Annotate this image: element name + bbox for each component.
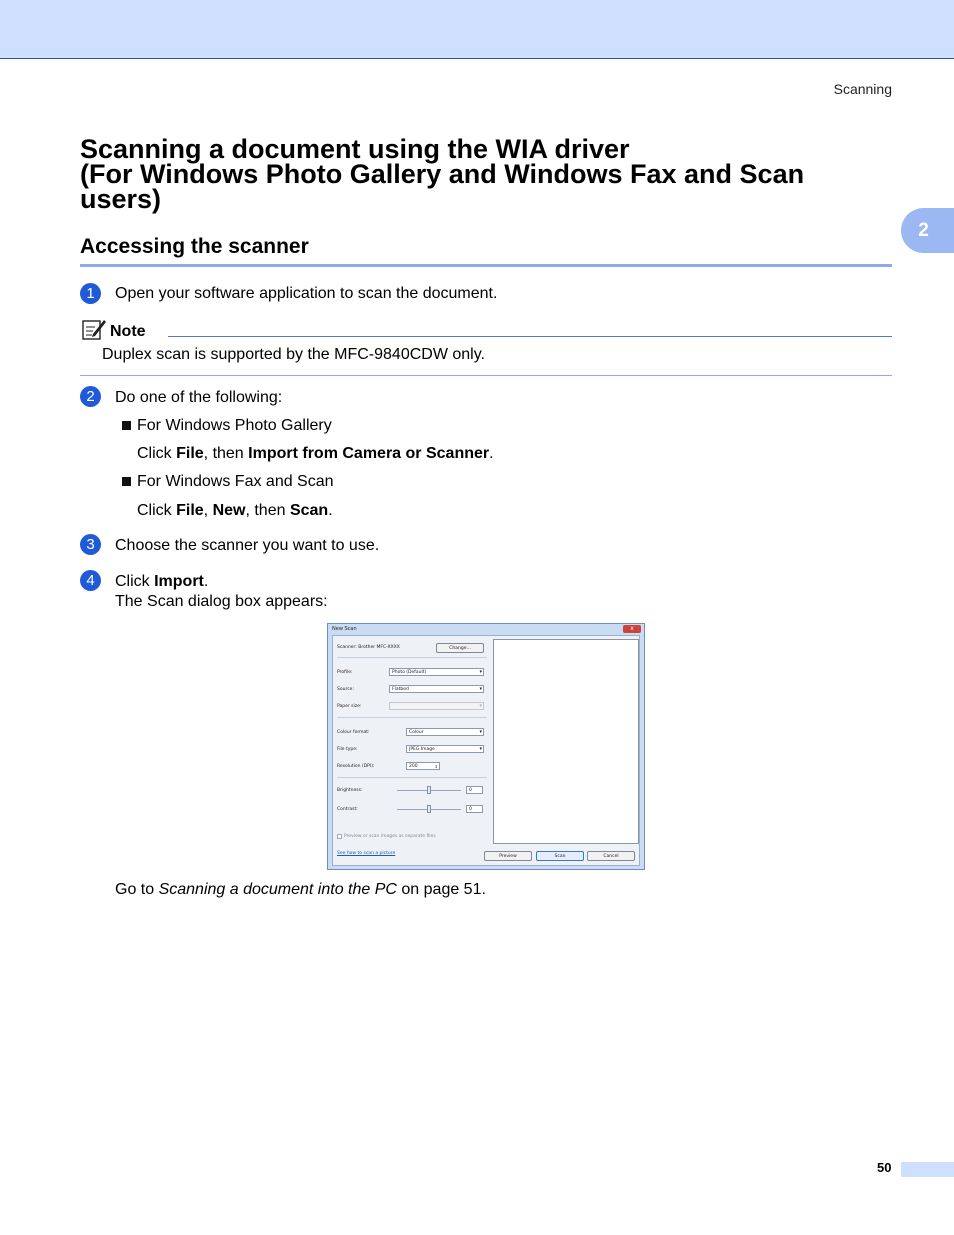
menu-import-from-camera: Import from Camera or Scanner bbox=[248, 445, 490, 462]
note-divider bbox=[168, 336, 892, 337]
file-type-label: File type: bbox=[337, 747, 358, 752]
instr-then: , then bbox=[245, 502, 290, 519]
bullet-square-icon bbox=[122, 421, 131, 430]
menu-scan: Scan bbox=[289, 502, 329, 519]
dropdown-arrow-icon: ▾ bbox=[479, 703, 482, 709]
menu-file: File bbox=[176, 502, 204, 519]
paper-size-select[interactable] bbox=[389, 702, 484, 710]
dialog-title: New Scan bbox=[332, 626, 357, 632]
instr-end: . bbox=[489, 445, 494, 462]
contrast-label: Contrast: bbox=[337, 807, 358, 812]
colour-format-label: Colour format: bbox=[337, 730, 370, 735]
bullet-fax-and-scan: For Windows Fax and Scan bbox=[137, 473, 334, 490]
dropdown-arrow-icon: ▾ bbox=[479, 669, 482, 675]
footer-bar bbox=[901, 1162, 954, 1177]
step-3-text: Choose the scanner you want to use. bbox=[115, 537, 380, 554]
profile-value: Photo (Default) bbox=[392, 670, 427, 675]
instr-click: Click bbox=[137, 502, 177, 519]
page-title bbox=[80, 134, 860, 214]
step-1-text: Open your software application to scan the document. bbox=[115, 285, 498, 302]
note-pencil-icon bbox=[81, 317, 107, 341]
dropdown-arrow-icon: ▾ bbox=[479, 746, 482, 752]
brightness-value: 0 bbox=[469, 788, 472, 793]
menu-file: File bbox=[176, 445, 204, 462]
goto-pre: Go to bbox=[115, 881, 159, 898]
brightness-slider-thumb[interactable] bbox=[427, 786, 431, 794]
instr-comma: , bbox=[203, 502, 213, 519]
step-2-number: 2 bbox=[80, 386, 101, 407]
bullet-photo-gallery: For Windows Photo Gallery bbox=[137, 417, 332, 434]
colour-format-select[interactable] bbox=[406, 728, 484, 736]
preview-pane bbox=[493, 639, 639, 844]
dialog-separator bbox=[337, 717, 487, 718]
source-label: Source: bbox=[337, 687, 354, 692]
close-icon[interactable]: x bbox=[623, 625, 641, 633]
source-value: Flatbed bbox=[392, 687, 409, 692]
goto-link[interactable]: Scanning a document into the PC bbox=[158, 881, 397, 898]
preview-button[interactable]: Preview bbox=[484, 851, 532, 861]
step-4-number: 4 bbox=[80, 570, 101, 591]
title-line-2: (For Windows Photo Gallery and Windows Fax and Scan bbox=[80, 159, 805, 189]
profile-select[interactable] bbox=[389, 668, 484, 676]
menu-new: New bbox=[212, 502, 246, 519]
goto-post: on page 51. bbox=[396, 881, 486, 898]
profile-label: Profile: bbox=[337, 670, 353, 675]
contrast-value: 0 bbox=[469, 807, 472, 812]
scan-dialog-screenshot bbox=[327, 623, 645, 870]
dropdown-arrow-icon: ▾ bbox=[479, 729, 482, 735]
goto-text bbox=[115, 881, 486, 899]
chapter-tab: 2 bbox=[901, 208, 954, 253]
photo-gallery-instruction bbox=[137, 445, 494, 463]
instr-click: Click bbox=[115, 573, 155, 590]
step-4-text-2: The Scan dialog box appears: bbox=[115, 593, 328, 610]
step-2-text: Do one of the following: bbox=[115, 389, 283, 406]
separate-files-checkbox[interactable] bbox=[337, 834, 342, 839]
step-4-text bbox=[115, 573, 208, 591]
header-band bbox=[0, 0, 954, 59]
note-title: Note bbox=[110, 323, 146, 340]
paper-size-label: Paper size: bbox=[337, 704, 362, 709]
resolution-label: Resolution (DPI): bbox=[337, 764, 375, 769]
button-import-ref: Import bbox=[154, 573, 204, 590]
scan-button[interactable]: Scan bbox=[536, 851, 584, 861]
scanner-label: Scanner: Brother MFC-XXXX bbox=[337, 645, 400, 650]
title-line-1: Scanning a document using the WIA driver bbox=[80, 134, 630, 164]
brightness-field[interactable] bbox=[466, 786, 483, 794]
instr-then: , then bbox=[203, 445, 249, 462]
source-select[interactable] bbox=[389, 685, 484, 693]
contrast-field[interactable] bbox=[466, 805, 483, 813]
separate-files-label: Preview or scan images as separate files bbox=[344, 834, 436, 839]
cancel-button[interactable]: Cancel bbox=[587, 851, 635, 861]
step-3-number: 3 bbox=[80, 534, 101, 555]
file-type-select[interactable] bbox=[406, 745, 484, 753]
change-button[interactable]: Change... bbox=[436, 643, 484, 653]
title-line-3: users) bbox=[80, 184, 162, 214]
spinner-arrows-icon[interactable]: ⇕ bbox=[434, 764, 438, 769]
colour-format-value: Colour bbox=[409, 730, 424, 735]
bullet-square-icon bbox=[122, 477, 131, 486]
instr-click: Click bbox=[137, 445, 177, 462]
page-number: 50 bbox=[877, 1160, 892, 1175]
dialog-body bbox=[332, 635, 640, 866]
resolution-spinner[interactable] bbox=[406, 762, 440, 770]
heading-rule bbox=[80, 264, 892, 267]
brightness-label: Brightness: bbox=[337, 788, 363, 793]
fax-scan-instruction bbox=[137, 502, 333, 520]
section-label: Scanning bbox=[833, 81, 892, 97]
section-heading: Accessing the scanner bbox=[80, 235, 309, 258]
step-1-number: 1 bbox=[80, 283, 101, 304]
instr-end: . bbox=[328, 502, 333, 519]
instr-end: . bbox=[203, 573, 209, 590]
contrast-slider-thumb[interactable] bbox=[427, 805, 431, 813]
dropdown-arrow-icon: ▾ bbox=[479, 686, 482, 692]
help-link[interactable]: See how to scan a picture bbox=[337, 851, 396, 856]
note-bottom-rule bbox=[80, 375, 892, 376]
note-text: Duplex scan is supported by the MFC-9840CDW only. bbox=[102, 346, 485, 363]
dialog-separator bbox=[337, 777, 487, 778]
resolution-value: 200 bbox=[409, 764, 418, 769]
file-type-value: JPEG Image bbox=[409, 747, 435, 752]
dialog-separator bbox=[337, 657, 487, 658]
